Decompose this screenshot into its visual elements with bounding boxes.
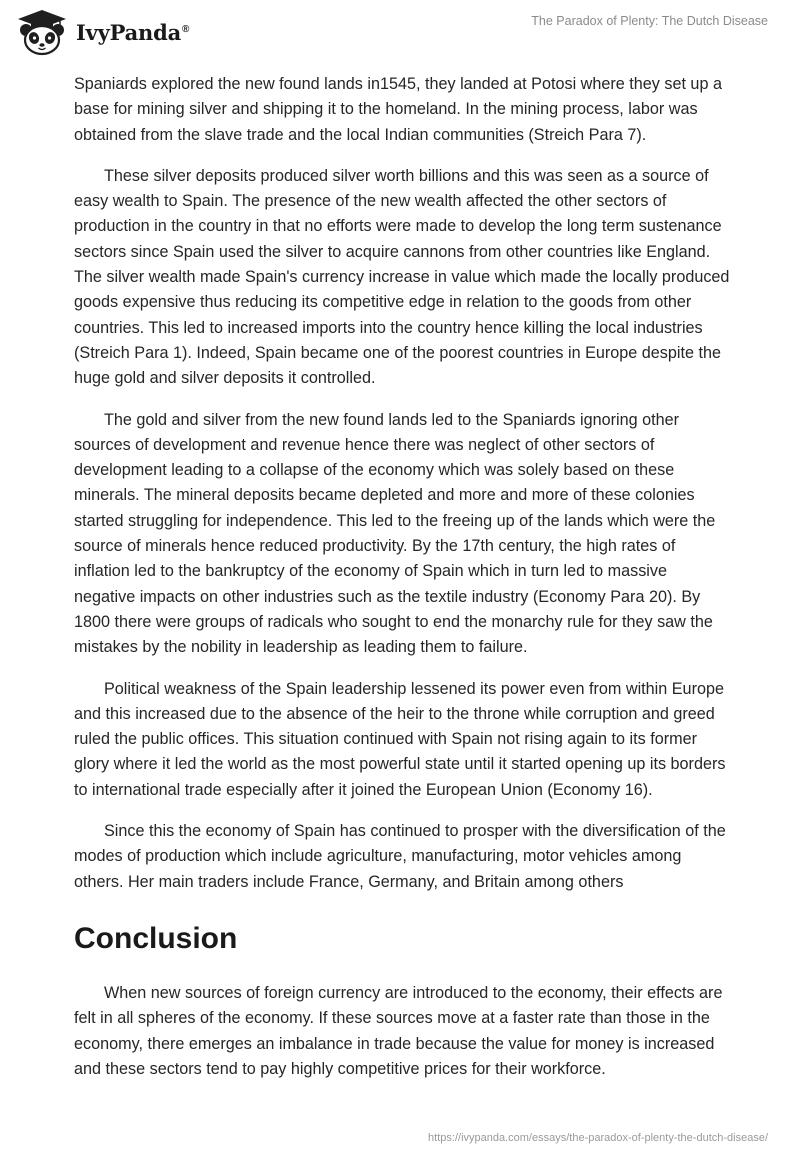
registered-mark: ® [182, 23, 190, 35]
document-title: The Paradox of Plenty: The Dutch Disease [531, 14, 768, 28]
paragraph-2: These silver deposits produced silver worth billions and this was seen as a source of easy wealth to Spain. The presence of the new wealth affected the other sectors of production in the country in that no efforts were made to develop the long term sustenance sectors since Spain used the silver to acquire cannons from other countries like England. The silver wealth made Spain's currency increase in value which made the locally produced goods expensive thus reducing its competitive edge in relation to the goods from other countries. This led to increased imports into the country hence killing the local industries (Streich Para 1). Indeed, Spain became one of the poorest countries in Europe despite the huge gold and silver deposits it controlled. [74, 166, 730, 388]
paragraph-1: Spaniards explored the new found lands in1545, they landed at Potosi where they set up a base for mining silver and shipping it to the homeland. In the mining process, labor was obtained from the slave trade and the local Indian communities (Streich Para 7). [74, 75, 722, 144]
paragraph-3: The gold and silver from the new found lands led to the Spaniards ignoring other sources of development and revenue hence there was neglect of other sectors of development leading to a collapse of the economy which was solely based on these minerals. The mineral deposits became depleted and more and more of these colonies started struggling for independence. This led to the freeing up of the lands which were the source of minerals hence reduced productivity. By the 17th century, the high rates of inflation led to the bankruptcy of the economy of Spain which in turn led to massive negative impacts on other industries such as the textile industry (Economy Para 20). By 1800 there were groups of radicals who sought to end the monarchy rule for they saw the mistakes by the nobility in leadership as leading them to failure. [74, 410, 716, 657]
panda-graduate-icon [14, 8, 70, 56]
brand-name: IvyPanda® [76, 19, 190, 45]
essay-content [74, 72, 730, 1098]
paragraph-4: Political weakness of the Spain leadership lessened its power even from within Europe and this increased due to the absence of the heir to the throne while corruption and greed ruled the public offices. This situation continued with Spain not rising again to its former glory where it led the world as the most powerful state until it started opening up its borders to international trade especially after it joined the European Union (Economy 16). [74, 679, 726, 799]
source-url[interactable]: https://ivypanda.com/essays/the-paradox-of-plenty-the-dutch-disease/ [428, 1132, 768, 1144]
conclusion-heading: Conclusion [74, 921, 238, 955]
page-header [0, 0, 800, 62]
conclusion-paragraph: When new sources of foreign currency are introduced to the economy, their effects are felt in all spheres of the economy. If these sources move at a faster rate than those in the economy, there emerges an imbalance in trade because the value for money is increased and these sectors tend to pay highly competitive prices for their workforce. [74, 983, 723, 1078]
paragraph-5: Since this the economy of Spain has continued to prosper with the diversification of the modes of production which include agriculture, manufacturing, motor vehicles among others. Her main traders include France, Germany, and Britain among others [74, 822, 726, 891]
ivypanda-logo[interactable] [14, 8, 189, 56]
